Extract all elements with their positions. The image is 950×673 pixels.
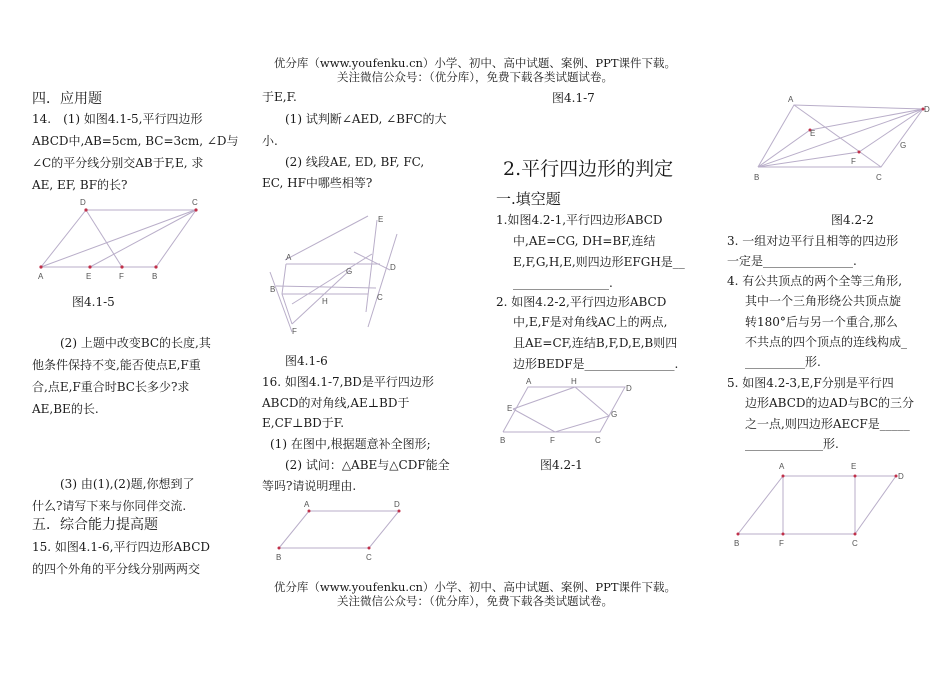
- q5-line-1: 5. 如图4.2-3,E,F分别是平行四: [727, 376, 894, 390]
- q5-line-2: 边形ABCD的边AD与BC的三分: [745, 396, 915, 410]
- f416-label-g: G: [346, 267, 353, 276]
- section-4-title: 四．应用题: [32, 91, 102, 107]
- f416-label-h: H: [322, 297, 328, 306]
- f416-label-d: D: [390, 263, 396, 272]
- figure-4-2-1: [495, 375, 635, 450]
- fig-4-2-2-caption: 图4.2-2: [831, 213, 874, 227]
- figure-4-1-7: [268, 498, 408, 568]
- section-5-title: 五．综合能力提高题: [32, 517, 158, 533]
- q1-line-1: 1.如图4.2-1,平行四边形ABCD: [496, 213, 663, 227]
- q1-line-3: E,F,G,H,E,则四边形EFGH是__: [513, 255, 685, 269]
- figure-4-2-3: [728, 456, 913, 551]
- q16-line-3: E,CF⊥BD于F.: [262, 416, 345, 430]
- q14c-line-2: 什么?请写下来与你同伴交流.: [32, 499, 187, 513]
- f416-label-a: A: [286, 253, 292, 262]
- q14b-line-1: (2) 上题中改变BC的长度,其: [60, 336, 211, 350]
- q14-line-1: 14. (1) 如图4.1-5,平行四边形: [32, 112, 203, 126]
- q2-line-1: 2. 如图4.2-2,平行四边形ABCD: [496, 295, 667, 309]
- f421-label-b: B: [500, 436, 506, 445]
- q15-line-1: 15. 如图4.1-6,平行四边形ABCD: [32, 540, 210, 554]
- f417-label-a: A: [304, 500, 310, 509]
- q16-line-6: 等吗?请说明理由.: [262, 479, 357, 493]
- fig-4-1-6-caption: 图4.1-6: [285, 354, 328, 368]
- q1-line-4: ________________.: [513, 276, 613, 290]
- f415-label-d: D: [80, 198, 86, 207]
- q4-line-4: 不共点的四个顶点的连线构成_: [745, 335, 908, 349]
- fig-4-1-5-caption: 图4.1-5: [72, 295, 115, 309]
- f422-label-b: B: [754, 173, 760, 182]
- figure-4-2-2: [748, 92, 933, 187]
- f417-label-d: D: [394, 500, 400, 509]
- footer-line-1: 优分库（www.youfenku.cn）小学、初中、高中试题、案例、PPT课件下载。: [273, 580, 677, 594]
- f422-label-g: G: [900, 141, 907, 150]
- q1-line-2: 中,AE=CG, DH=BF,连结: [513, 234, 656, 248]
- f415-label-c: C: [192, 198, 198, 207]
- f423-label-e: E: [851, 462, 857, 471]
- f421-label-e: E: [507, 404, 513, 413]
- q2-line-2: 中,E,F是对角线AC上的两点,: [513, 315, 668, 329]
- f417-label-c: C: [366, 553, 372, 562]
- f421-label-a: A: [526, 377, 532, 386]
- q14b-line-4: AE,BE的长.: [32, 402, 99, 416]
- q3-line-1: 3. 一组对边平行且相等的四边形: [727, 234, 899, 248]
- f421-label-g: G: [611, 410, 618, 419]
- q15-cont-1: 于E,F.: [262, 90, 297, 104]
- f421-label-c: C: [595, 436, 601, 445]
- f417-label-b: B: [276, 553, 282, 562]
- f416-label-c: C: [377, 293, 383, 302]
- f422-label-a: A: [788, 95, 794, 104]
- fill-blank-subtitle: 一.填空题: [496, 190, 561, 208]
- f423-label-d: D: [898, 472, 904, 481]
- f422-label-c: C: [876, 173, 882, 182]
- f415-label-a: A: [38, 272, 44, 281]
- q15-cont-2: (1) 试判断∠AED, ∠BFC的大: [285, 112, 447, 126]
- q5-line-4: _____________形.: [745, 437, 839, 451]
- f415-label-f: F: [119, 272, 124, 281]
- f421-label-f: F: [550, 436, 555, 445]
- fig-4-1-7-caption: 图4.1-7: [552, 91, 595, 105]
- q14-line-4: AE, EF, BF的长?: [32, 178, 128, 192]
- f422-label-f: F: [851, 157, 856, 166]
- q16-line-5: (2) 试问：△ABE与△CDF能全: [285, 458, 450, 472]
- q5-line-3: 之一点,则四边形AECF是_____: [745, 417, 910, 431]
- q2-line-4: 边形BEDF是_______________.: [513, 357, 679, 371]
- q16-line-2: ABCD的对角线,AE⊥BD于: [262, 396, 410, 410]
- f421-label-d: D: [626, 384, 632, 393]
- section-2-title: 2.平行四边形的判定: [503, 158, 674, 180]
- f423-label-a: A: [779, 462, 785, 471]
- q14c-line-1: (3) 由(1),(2)题,你想到了: [60, 477, 195, 491]
- f421-label-h: H: [571, 377, 577, 386]
- f423-label-b: B: [734, 539, 740, 548]
- q15-cont-3: 小.: [262, 134, 278, 148]
- figure-4-1-5: [30, 195, 210, 285]
- q15-line-2: 的四个外角的平分线分别两两交: [32, 562, 201, 576]
- f416-label-b: B: [270, 285, 276, 294]
- figure-4-1-6: [262, 212, 402, 342]
- q4-line-1: 4. 有公共顶点的两个全等三角形,: [727, 274, 903, 288]
- f415-label-b: B: [152, 272, 158, 281]
- footer-line-2: 关注微信公众号：（优分库），免费下载各类试题试卷。: [337, 594, 613, 608]
- header-line-1: 优分库（www.youfenku.cn）小学、初中、高中试题、案例、PPT课件下载。: [273, 56, 677, 70]
- f422-label-e: E: [810, 129, 816, 138]
- q2-line-3: 且AE=CF,连结B,F,D,E,B则四: [513, 336, 678, 350]
- f416-label-e: E: [378, 215, 384, 224]
- header-line-2: 关注微信公众号：（优分库），免费下载各类试题试卷。: [337, 70, 613, 84]
- q15-cont-4: (2) 线段AE, ED, BF, FC,: [285, 155, 425, 169]
- f423-label-c: C: [852, 539, 858, 548]
- q4-line-3: 转180°后与另一个重合,那么: [745, 315, 898, 329]
- q15-cont-5: EC, HF中哪些相等?: [262, 176, 373, 190]
- f422-label-d: D: [924, 105, 930, 114]
- q4-line-5: __________形.: [745, 355, 821, 369]
- f423-label-f: F: [779, 539, 784, 548]
- q14-line-3: ∠C的平分线分别交AB于F,E, 求: [32, 156, 204, 170]
- f416-label-f: F: [292, 327, 297, 336]
- q14b-line-2: 他条件保持不变,能否使点E,F重: [32, 358, 201, 372]
- q16-line-1: 16. 如图4.1-7,BD是平行四边形: [262, 375, 434, 389]
- q16-line-4: (1) 在图中,根据题意补全图形;: [270, 437, 431, 451]
- fig-4-2-1-caption: 图4.2-1: [540, 458, 583, 472]
- q14b-line-3: 合,点E,F重合时BC长多少?求: [32, 380, 190, 394]
- q4-line-2: 其中一个三角形绕公共顶点旋: [745, 294, 902, 308]
- f415-label-e: E: [86, 272, 92, 281]
- q3-line-2: 一定是_______________.: [727, 254, 857, 268]
- q14-line-2: ABCD中,AB=5cm, BC=3cm, ∠D与: [32, 134, 239, 148]
